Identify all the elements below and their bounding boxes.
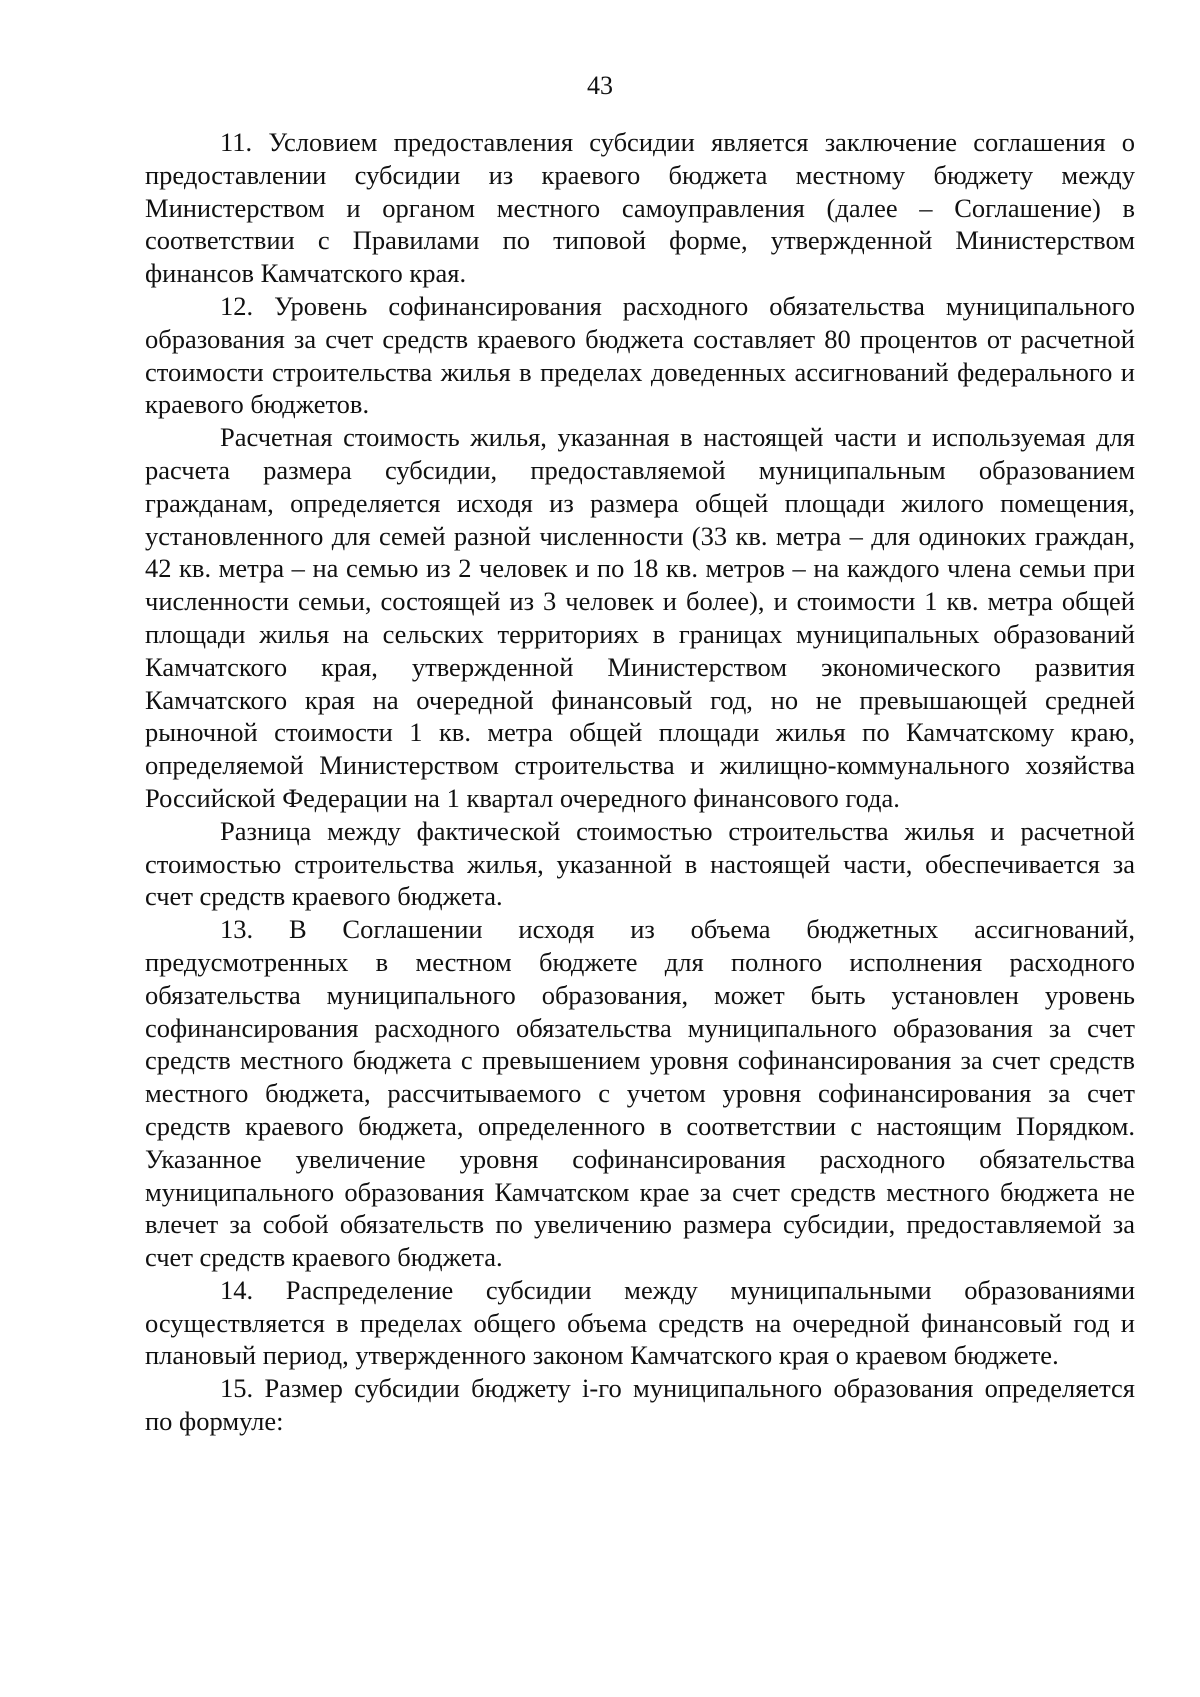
paragraph-estimated-housing-cost: Расчетная стоимость жилья, указанная в настоящей части и используемая для расчета размера субсидии, предоставляемой муниципальным образованием гражданам, определяется исходя из размера общей площади жилого помещения, установленного для семей разной численности (33 кв. метра – для одиноких граждан, 42 кв. метра – на семью из 2 человек и по 18 кв. метров – на каждого члена семьи при численности семьи, состоящей из 3 человек и более), и стоимости 1 кв. метра общей площади жилья на сельских территориях в границах муниципальных образований Камчатского края, утвержденной Министерством экономического развития Камчатского края на очередной финансовый год, но не превышающей средней рыночной стоимости 1 кв. метра общей площади жилья по Камчатскому краю, определяемой Министерством строительства и жилищно-коммунального хозяйства Российской Федерации на 1 квартал очередного финансового года. bbox=[145, 422, 1135, 813]
paragraph-11-agreement-condition: 11. Условием предоставления субсидии является заключение соглашения о предоставлении субсидии из краевого бюджета местному бюджету между Министерством и органом местного самоуправления (далее – Соглашение) в соответствии с Правилами по типовой форме, утвержденной Министерством финансов Камчатского края. bbox=[145, 127, 1135, 289]
paragraph-14-subsidy-distribution: 14. Распределение субсидии между муниципальными образованиями осуществляется в пределах общего объема средств на очередной финансовый год и плановый период, утвержденного законом Камчатского края о краевом бюджете. bbox=[145, 1274, 1135, 1371]
paragraph-cost-difference: Разница между фактической стоимостью строительства жилья и расчетной стоимостью строительства жилья, указанной в настоящей части, обеспечивается за счет средств краевого бюджета. bbox=[145, 815, 1135, 912]
page-number: 43 bbox=[587, 71, 613, 100]
paragraph-13-local-cofinancing: 13. В Соглашении исходя из объема бюджетных ассигнований, предусмотренных в местном бюджете для полного исполнения расходного обязательства муниципального образования, может быть установлен уровень софинансирования расходного обязательства муниципального образования за счет средств местного бюджета с превышением уровня софинансирования за счет средств местного бюджета, рассчитываемого с учетом уровня софинансирования за счет средств краевого бюджета, определенного в соответствии с настоящим Порядком. Указанное увеличение уровня софинансирования расходного обязательства муниципального образования Камчатском крае за счет средств местного бюджета не влечет за собой обязательств по увеличению размера субсидии, предоставляемой за счет средств краевого бюджета. bbox=[145, 914, 1135, 1273]
paragraph-15-subsidy-formula-intro: 15. Размер субсидии бюджету i-го муниципального образования определяется по формуле: bbox=[145, 1373, 1135, 1437]
document-body bbox=[145, 126, 1135, 1438]
paragraph-12-cofinancing-level: 12. Уровень софинансирования расходного обязательства муниципального образования за счет средств краевого бюджета составляет 80 процентов от расчетной стоимости строительства жилья в пределах доведенных ассигнований федерального и краевого бюджетов. bbox=[145, 290, 1135, 420]
